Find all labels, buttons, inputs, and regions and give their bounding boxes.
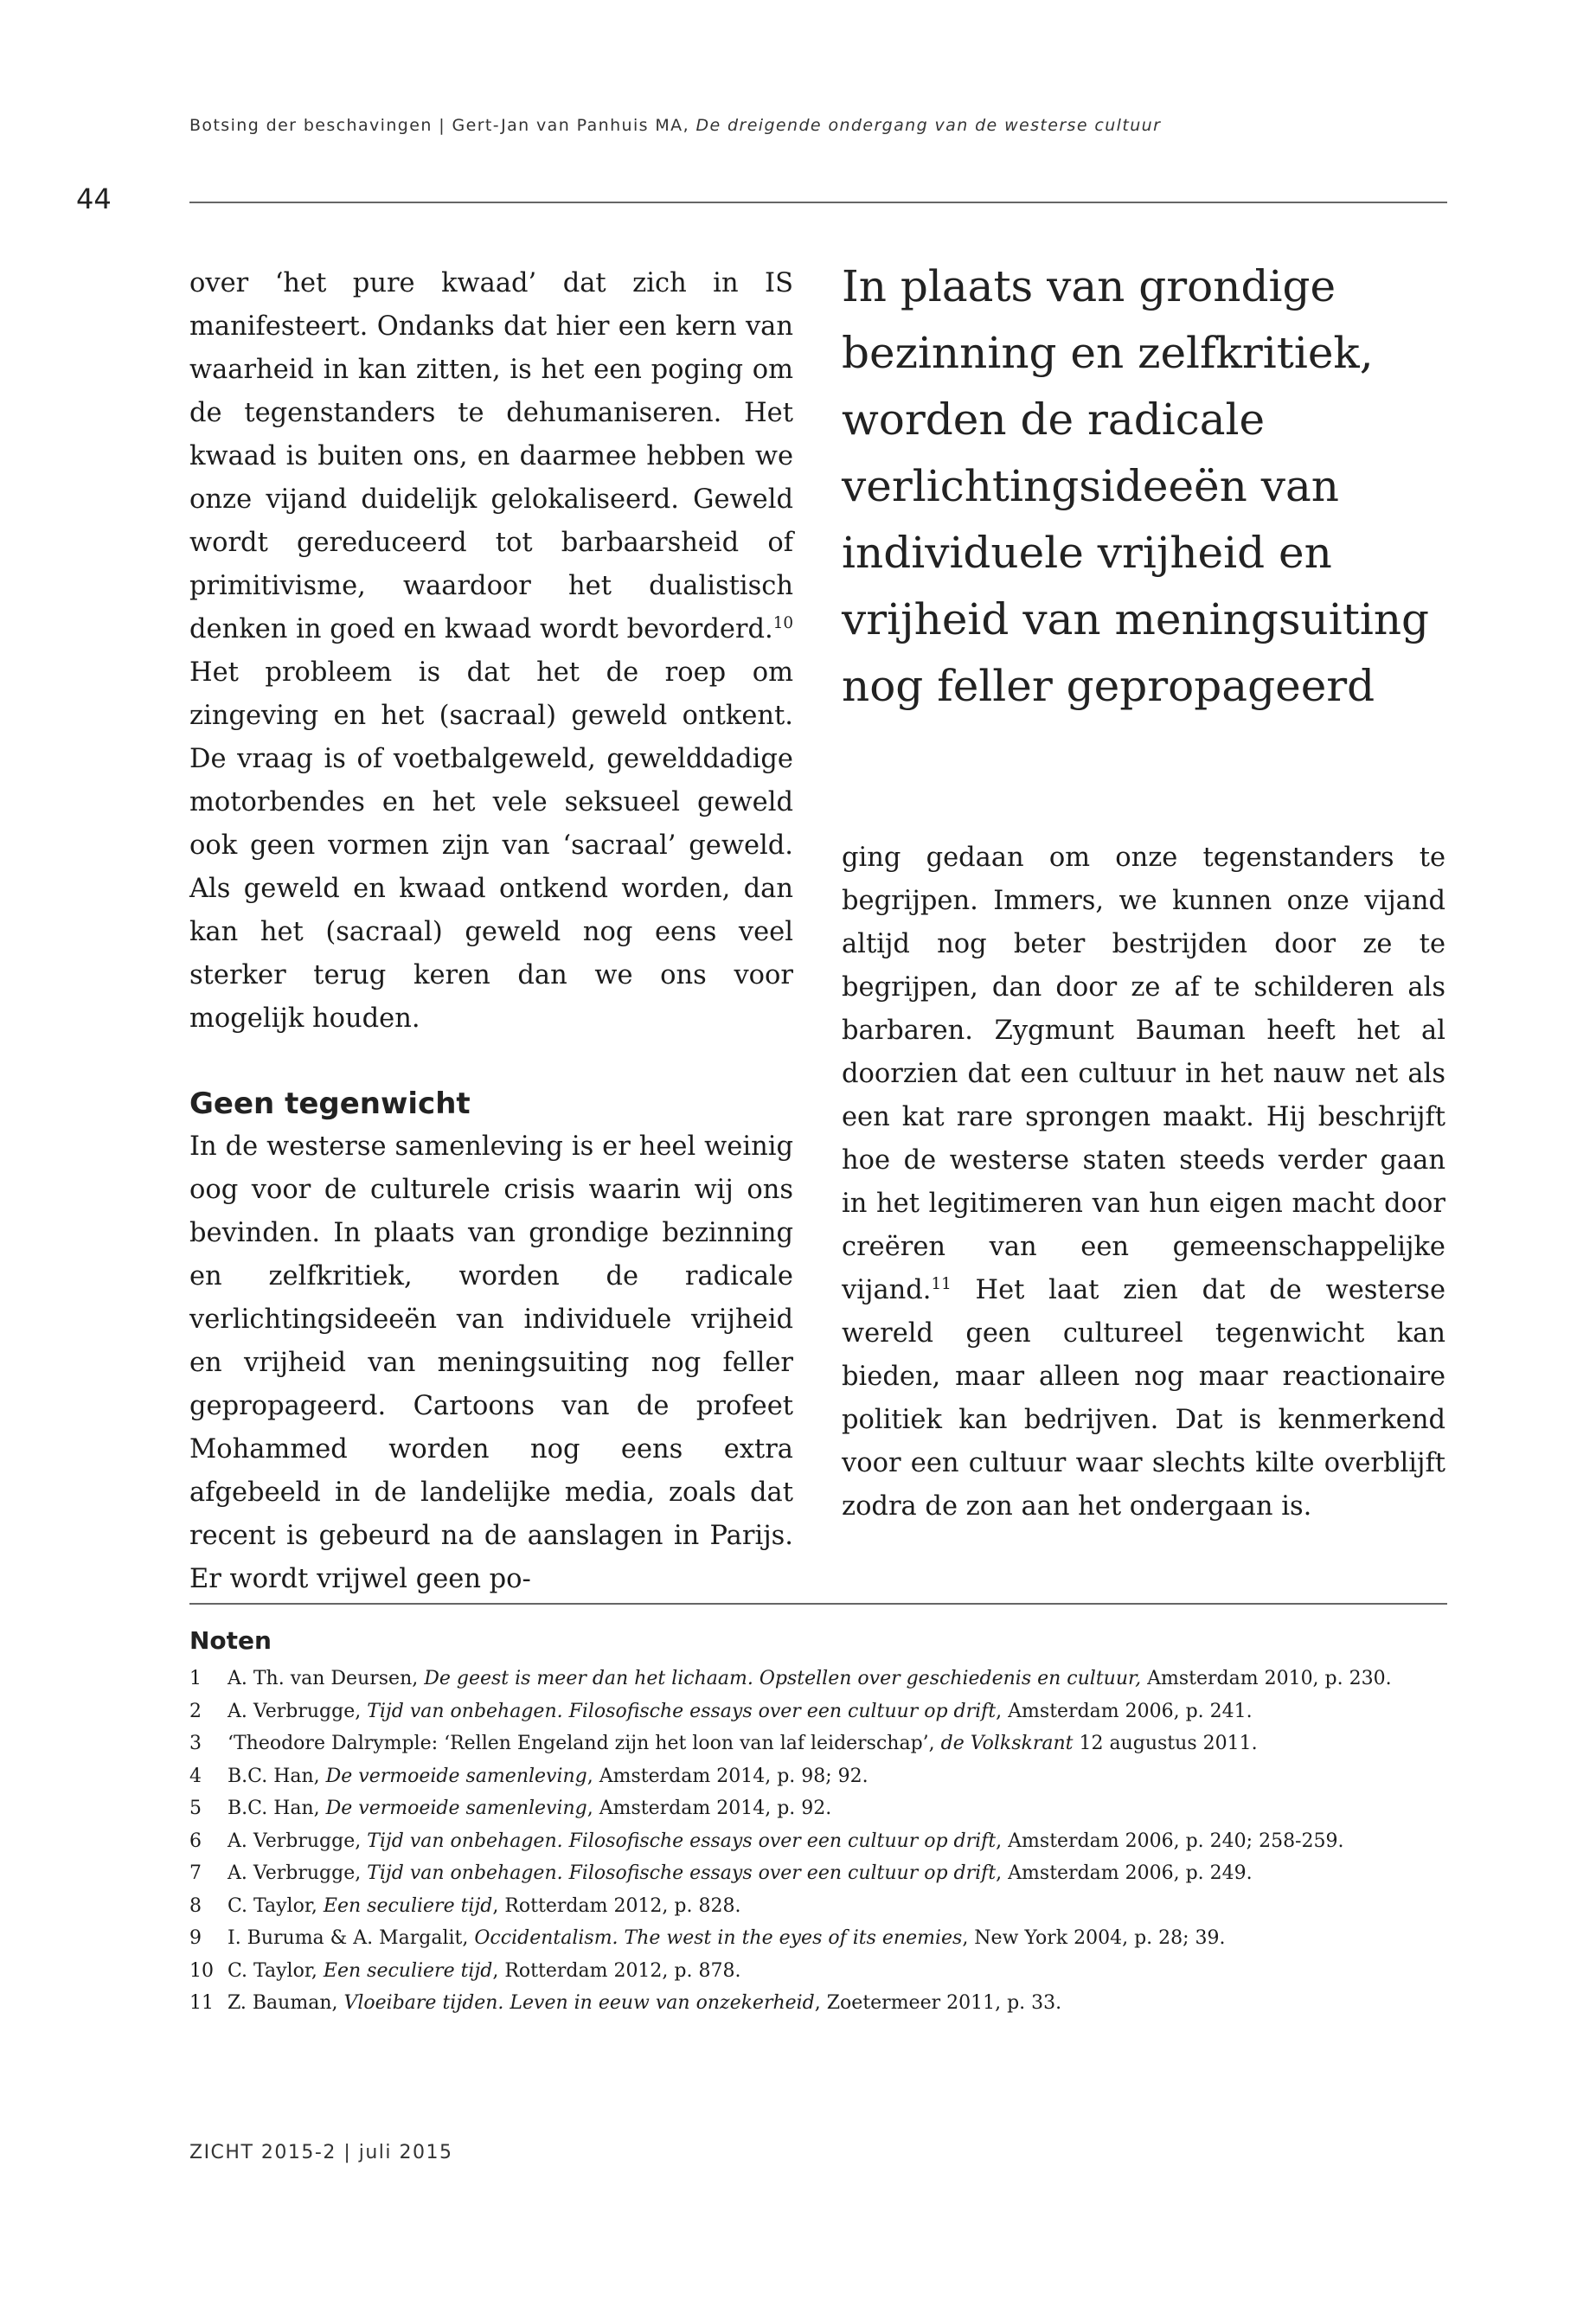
footnote-ref: 11	[931, 1274, 952, 1293]
note-item	[189, 1857, 1452, 1890]
paragraph-text: Het probleem is dat het de roep om zingeving en het (sacraal) geweld ontkent. De vraag is of voetbalgeweld, gewelddadige motorbendes en het vele seksueel geweld ook geen vormen zijn van ‘sacraal’ geweld. Als geweld en kwaad ontkend worden, dan kan het (sacraal) geweld nog eens veel sterker terug keren dan we ons voor mogelijk houden.	[189, 657, 793, 1034]
note-title: de Volkskrant	[940, 1733, 1074, 1754]
note-author: A. Verbrugge,	[228, 1830, 368, 1852]
note-title: Tijd van onbehagen. Filosofische essays over een cultuur op drift	[367, 1830, 997, 1852]
note-number: 4	[189, 1765, 202, 1787]
note-item	[189, 1987, 1452, 2020]
note-title: Occidentalism. The west in the eyes of its enemies	[474, 1927, 963, 1949]
note-title: De vermoeide samenleving	[325, 1765, 587, 1787]
pull-quote: In plaats van grondige bezinning en zelfkritiek, worden de radicale verlichtingsideeën van individuele vrijheid en vrijheid van meningsuiting nog feller gepropageerd	[842, 261, 1430, 711]
note-item	[189, 1955, 1452, 1988]
note-number: 8	[189, 1894, 202, 1917]
left-column	[189, 262, 793, 1601]
body-paragraph	[842, 836, 1445, 1529]
note-item	[189, 1890, 1452, 1923]
note-item	[189, 1695, 1452, 1728]
note-number: 5	[189, 1798, 202, 1819]
header-author: Gert-Jan van Panhuis MA,	[452, 116, 690, 135]
note-rest: , Amsterdam 2006, p. 249.	[996, 1862, 1253, 1884]
note-rest: , Rotterdam 2012, p. 828.	[492, 1894, 741, 1917]
note-number: 1	[189, 1668, 202, 1689]
note-number: 10	[189, 1959, 214, 1982]
note-rest: , Amsterdam 2014, p. 98; 92.	[586, 1765, 869, 1787]
note-item	[189, 1825, 1452, 1858]
note-rest: , Zoetermeer 2011, p. 33.	[814, 1992, 1062, 2014]
header-divider	[189, 202, 1447, 203]
note-title: De vermoeide samenleving	[325, 1798, 587, 1819]
note-rest: , Amsterdam 2006, p. 240; 258-259.	[996, 1830, 1344, 1852]
note-item	[189, 1727, 1452, 1760]
note-rest: , Amsterdam 2014, p. 92.	[586, 1798, 832, 1819]
notes-section	[189, 1623, 1452, 2020]
note-title: Vloeibare tijden. Leven in eeuw van onzekerheid	[343, 1992, 815, 2014]
note-item	[189, 1663, 1452, 1695]
note-number: 11	[189, 1992, 214, 2014]
note-number: 9	[189, 1927, 202, 1949]
note-author: A. Verbrugge,	[228, 1700, 368, 1722]
note-author: Z. Bauman,	[228, 1992, 344, 2014]
note-author: C. Taylor,	[228, 1959, 324, 1982]
note-item	[189, 1922, 1452, 1955]
header-separator: |	[439, 116, 446, 135]
note-number: 6	[189, 1830, 202, 1852]
right-column	[842, 836, 1445, 1529]
page-number: 44	[76, 183, 112, 215]
notes-divider	[189, 1603, 1447, 1605]
note-number: 3	[189, 1733, 202, 1754]
note-rest: 12 augustus 2011.	[1073, 1733, 1258, 1754]
paragraph-text: Het laat zien dat de westerse wereld geen cultureel tegenwicht kan bieden, maar alleen nog maar reactionaire politiek kan bedrijven. Dat is kenmerkend voor een cultuur waar slechts kilte overblijft zodra de zon aan het ondergaan is.	[842, 1275, 1445, 1522]
header-journal: Botsing der beschavingen	[189, 116, 433, 135]
footnote-ref: 10	[772, 613, 793, 632]
note-rest: , New York 2004, p. 28; 39.	[962, 1927, 1226, 1949]
running-header	[189, 116, 1470, 135]
note-author: I. Buruma & A. Margalit,	[228, 1927, 475, 1949]
body-paragraph	[189, 262, 793, 1041]
body-paragraph: In de westerse samenleving is er heel weinig oog voor de culturele crisis waarin wij ons bevinden. In plaats van grondige bezinning en zelfkritiek, worden de radicale verlichtingsideeën van individuele vrijheid en vrijheid van meningsuiting nog feller gepropageerd. Cartoons van de profeet Mohammed worden nog eens extra afgebeeld in de landelijke media, zoals dat recent is gebeurd na de aanslagen in Parijs. Er wordt vrijwel geen po-	[189, 1131, 793, 1594]
note-rest: Amsterdam 2010, p. 230.	[1141, 1668, 1392, 1689]
note-number: 2	[189, 1700, 202, 1722]
note-author: A. Th. van Deursen,	[228, 1668, 425, 1689]
note-title: Een seculiere tijd	[323, 1894, 493, 1917]
header-article-title: De dreigende ondergang van de westerse cultuur	[695, 116, 1162, 135]
note-author: B.C. Han,	[228, 1765, 326, 1787]
paragraph-text: over ‘het pure kwaad’ dat zich in IS manifesteert. Ondanks dat hier een kern van waarheid in kan zitten, is het een poging om de tegenstanders te dehumaniseren. Het kwaad is buiten ons, en daarmee hebben we onze vijand duidelijk gelokaliseerd. Geweld wordt gereduceerd tot barbaarsheid of primitivisme, waardoor het dualistisch denken in goed en kwaad wordt bevorderd.	[189, 268, 793, 644]
note-number: 7	[189, 1862, 202, 1884]
paragraph-text: ging gedaan om onze tegenstanders te begrijpen. Immers, we kunnen onze vijand altijd nog beter bestrijden door ze te begrijpen, dan door ze af te schilderen als barbaren. Zygmunt Bauman heeft het al doorzien dat een cultuur in het nauw net als een kat rare sprongen maakt. Hij beschrijft hoe de westerse staten steeds verder gaan in het legitimeren van hun eigen macht door creëren van een gemeenschappelijke vijand.	[842, 843, 1445, 1305]
note-author: A. Verbrugge,	[228, 1862, 368, 1884]
note-title: Tijd van onbehagen. Filosofische essays over een cultuur op drift	[367, 1862, 997, 1884]
note-author: ‘Theodore Dalrymple: ‘Rellen Engeland zijn het loon van laf leiderschap’,	[228, 1733, 941, 1754]
note-title: Tijd van onbehagen. Filosofische essays over een cultuur op drift	[367, 1700, 997, 1722]
page-footer: ZICHT 2015-2 | juli 2015	[189, 2142, 453, 2163]
notes-heading: Noten	[189, 1626, 272, 1655]
note-title: De geest is meer dan het lichaam. Opstellen over geschiedenis en cultuur,	[424, 1668, 1142, 1689]
note-author: C. Taylor,	[228, 1894, 324, 1917]
note-item	[189, 1792, 1452, 1825]
note-rest: , Amsterdam 2006, p. 241.	[996, 1700, 1253, 1722]
note-author: B.C. Han,	[228, 1798, 326, 1819]
note-item	[189, 1760, 1452, 1793]
note-rest: , Rotterdam 2012, p. 878.	[492, 1959, 741, 1982]
note-title: Een seculiere tijd	[323, 1959, 493, 1982]
section-heading: Geen tegenwicht	[189, 1086, 471, 1121]
